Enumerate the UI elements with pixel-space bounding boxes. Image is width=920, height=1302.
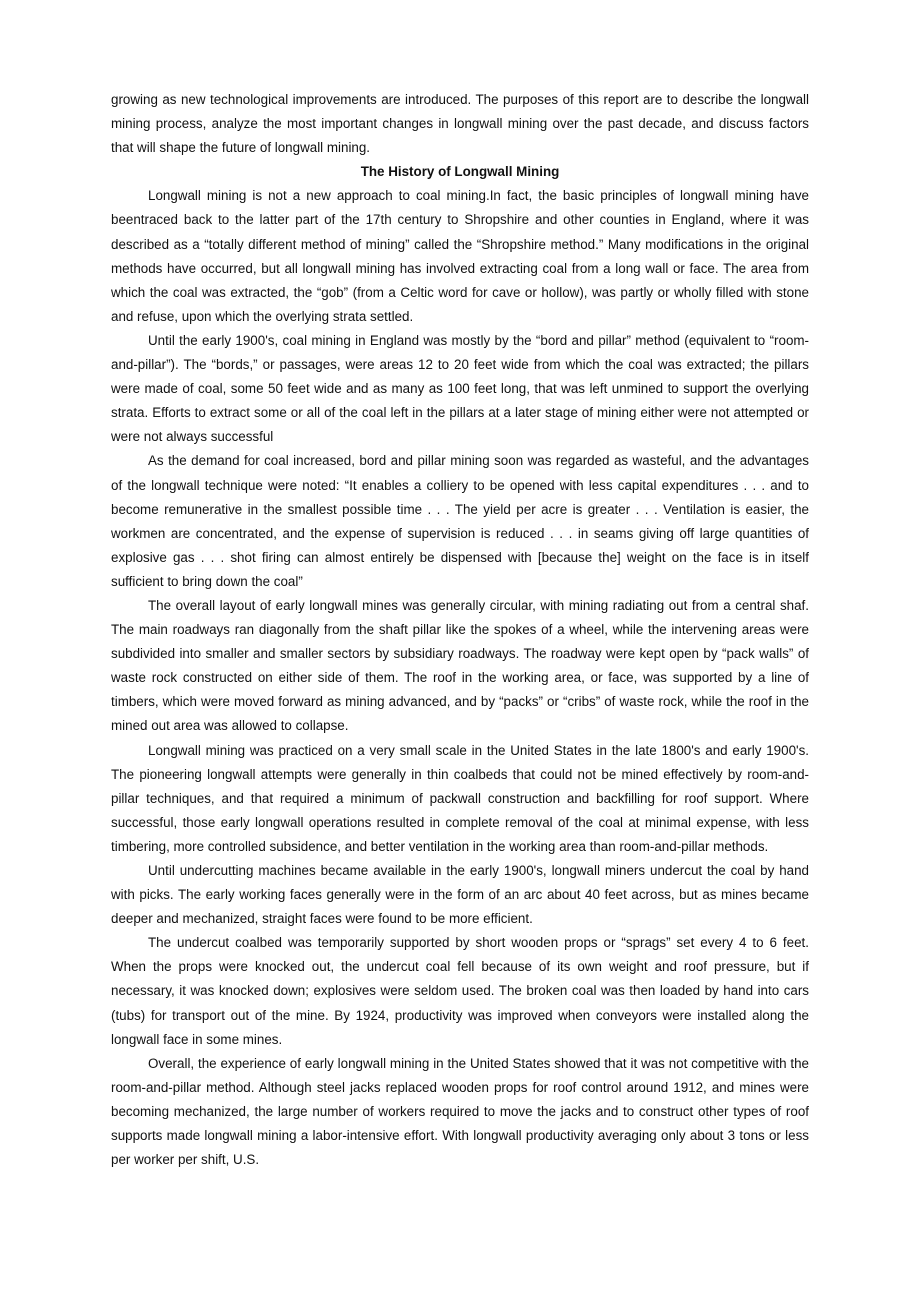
paragraph-united-states: Longwall mining was practiced on a very small scale in the United States in the late 1800's and early 1900's. The pioneering longwall attempts were generally in thin coalbeds that could not be mined effectively by room-and-pillar techniques, and that required a minimum of packwall construction and backfilling for roof support. Where successful, those early longwall operations resulted in complete removal of the coal at minimal expense, with less timbering, more controlled subsidence, and better ventilation in the working area than room-and-pillar methods. (111, 742, 809, 854)
paragraph-origins: Longwall mining is not a new approach to coal mining.In fact, the basic principles of longwall mining have beentraced back to the latter part of the 17th century to Shropshire and other counties in England, where it was described as a “totally different method of mining” called the “Shropshire method.” Many modifications in the original methods have occurred, but all longwall mining has involved extracting coal from a long wall or face. The area from which the coal was extracted, the “gob” (from a Celtic word for cave or hollow), was partly or wholly filled with stone and refuse, upon which the overlying strata settled. (111, 188, 809, 324)
paragraph-props: The undercut coalbed was temporarily supported by short wooden props or “sprags” set every 4 to 6 feet. When the props were knocked out, the undercut coal fell because of its own weight and roof pressure, but if necessary, it was knocked down; explosives were seldom used. The broken coal was then loaded by hand into cars (tubs) for transport out of the mine. By 1924, productivity was improved when conveyors were installed along the longwall face in some mines. (111, 935, 809, 1047)
paragraph-overall: Overall, the experience of early longwall mining in the United States showed that it was not competitive with the room-and-pillar method. Although steel jacks replaced wooden props for roof control around 1912, and mines were becoming mechanized, the large number of workers required to move the jacks and to construct other types of roof supports made longwall mining a labor-intensive effort. With longwall productivity averaging only about 3 tons or less per worker per shift, U.S. (111, 1055, 809, 1168)
paragraph-bord-and-pillar: Until the early 1900's, coal mining in England was mostly by the “bord and pillar” method (equivalent to “room-and-pillar”). The “bords,” or passages, were areas 12 to 20 feet wide from which the coal was extracted; the pillars were made of coal, some 50 feet wide and as many as 100 feet long, that was left unmined to support the overlying strata. Efforts to extract some or all of the coal left in the pillars at a later stage of mining either were not attempted or were not always successful (111, 332, 809, 445)
document-page (111, 88, 809, 1172)
intro-paragraph: growing as new technological improvements are introduced. The purposes of this report are to describe the longwall mining process, analyze the most important changes in longwall mining over the past decade, and discuss factors that will shape the future of longwall mining. (111, 92, 809, 156)
paragraph-layout: The overall layout of early longwall mines was generally circular, with mining radiating out from a central shaf. The main roadways ran diagonally from the shaft pillar like the spokes of a wheel, while the intervening areas were subdivided into smaller and smaller sectors by subsidiary roadways. The roadway were kept open by “pack walls” of waste rock constructed on either side of them. The roof in the working area, or face, was supported by a line of timbers, which were moved forward as mining advanced, and by “packs” or “cribs” of waste rock, while the roof in the mined out area was allowed to collapse. (111, 597, 809, 734)
section-heading: The History of Longwall Mining (360, 164, 560, 180)
paragraph-undercutting: Until undercutting machines became available in the early 1900's, longwall miners undercut the coal by hand with picks. The early working faces generally were in the form of an arc about 40 feet across, but as mines became deeper and mechanized, straight faces were found to be more efficient. (111, 863, 809, 927)
paragraph-advantages: As the demand for coal increased, bord and pillar mining soon was regarded as wasteful, and the advantages of the longwall technique were noted: “It enables a colliery to be opened with less capital expenditures . . . and to become remunerative in the smallest possible time . . . The yield per acre is greater . . . Ventilation is easier, the workmen are concentrated, and the expense of supervision is reduced . . . in seams giving off large quantities of explosive gas . . . shot firing can almost entirely be dispensed with [because the] weight on the face is in itself sufficient to bring down the coal” (111, 453, 809, 589)
